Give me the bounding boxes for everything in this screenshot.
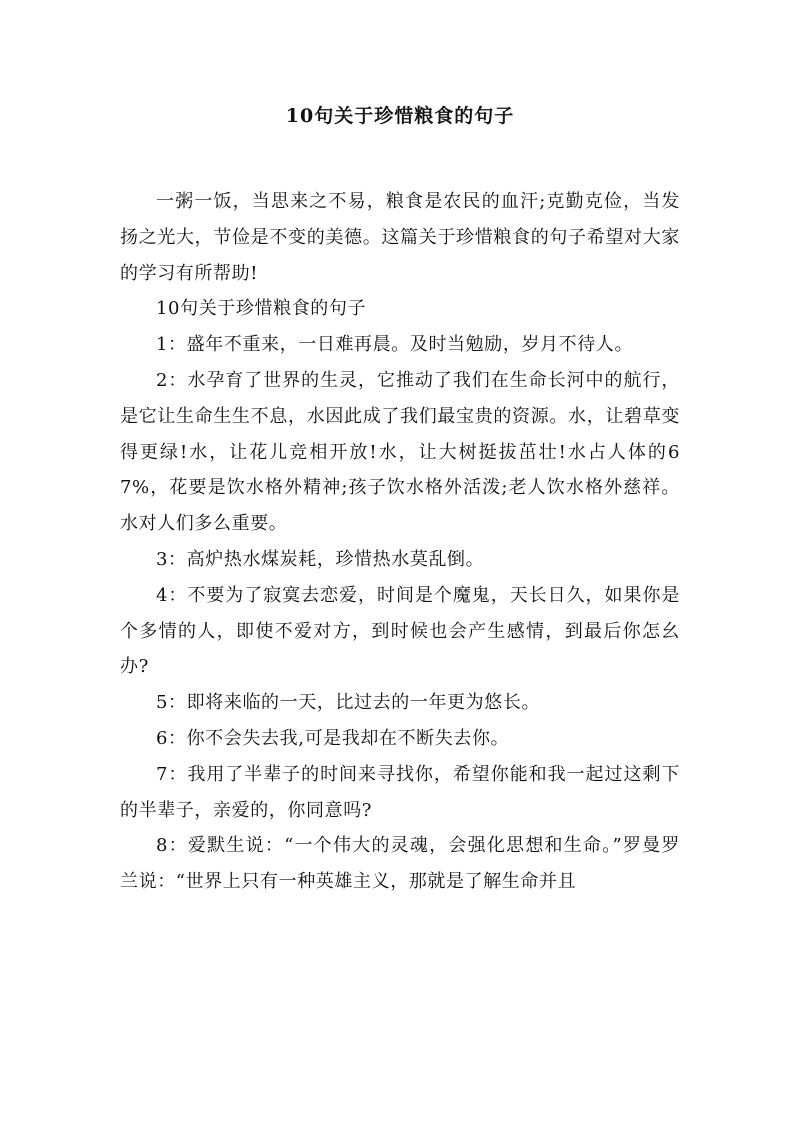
sentence-3: 3：高炉热水煤炭耗，珍惜热水莫乱倒。 bbox=[156, 548, 485, 570]
section-heading: 10句关于珍惜粮食的句子 bbox=[156, 298, 367, 320]
sentence-1: 1：盛年不重来，一日难再晨。及时当勉励，岁月不待人。 bbox=[156, 334, 634, 356]
sentence-6: 6：你不会失去我,可是我却在不断失去你。 bbox=[156, 727, 510, 749]
sentence-7: 7：我用了半辈子的时间来寻找你，希望你能和我一起过这剩下的半辈子，亲爱的，你同意吗? bbox=[120, 763, 680, 821]
sentence-2: 2：水孕育了世界的生灵，它推动了我们在生命长河中的航行，是它让生命生生不息，水因此成了我们最宝贵的资源。水，让碧草变得更绿!水，让花儿竞相开放!水，让大树挺拔茁壮!水占人体的67%，花要是饮水格外精神;孩子饮水格外活泼;老人饮水格外慈祥。水对人们多么重要。 bbox=[120, 369, 680, 535]
intro-paragraph: 一粥一饭，当思来之不易，粮食是农民的血汗;克勤克俭，当发扬之光大，节俭是不变的美德。这篇关于珍惜粮食的句子希望对大家的学习有所帮助! bbox=[120, 191, 680, 284]
sentence-5: 5：即将来临的一天，比过去的一年更为悠长。 bbox=[156, 692, 541, 714]
document-title: 10句关于珍惜粮食的句子 bbox=[285, 105, 515, 127]
sentence-4: 4：不要为了寂寞去恋爱，时间是个魔鬼，天长日久，如果你是个多情的人，即使不爱对方，到时候也会产生感情，到最后你怎幺办? bbox=[120, 584, 680, 678]
sentence-8: 8：爱默生说：“一个伟大的灵魂，会强化思想和生命。”罗曼罗兰说：“世界上只有一种英雄主义，那就是了解生命并且 bbox=[120, 835, 680, 893]
document-page bbox=[120, 100, 680, 900]
